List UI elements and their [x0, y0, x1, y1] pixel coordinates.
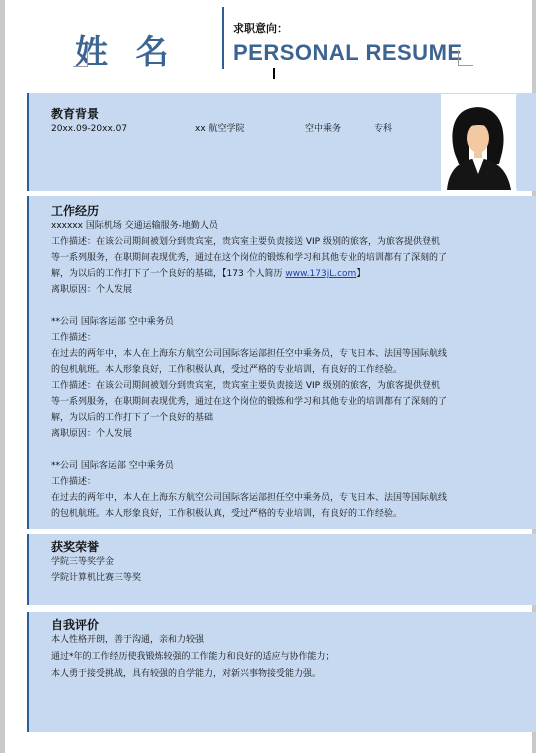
work-line: 离职原因：个人发展 — [51, 285, 133, 295]
work-line: 在过去的两年中，本人在上海东方航空公司国际客运部担任空中乘务员，专飞日本、法国等国际航线 — [51, 493, 448, 503]
link-suffix: 】 — [356, 269, 366, 279]
resume-title: PERSONAL RESUME — [233, 40, 463, 65]
self-evaluation-heading: 自我评价 — [51, 618, 100, 632]
work-line: 工作描述：在该公司期间被划分到贵宾室，贵宾室主要负责接送 VIP 级别的旅客，为旅客提供登机 — [51, 381, 440, 391]
avatar-icon — [441, 94, 517, 190]
education-heading: 教育背景 — [51, 107, 100, 121]
self-evaluation-line: 通过*年的工作经历使我锻炼较强的工作能力和良好的适应与协作能力； — [51, 652, 335, 662]
self-evaluation-arrow-shape — [516, 612, 530, 732]
work-line-with-link — [51, 266, 506, 282]
work-line: 工作描述： — [51, 333, 97, 343]
awards-section — [29, 534, 526, 605]
awards-heading: 获奖荣誉 — [51, 540, 100, 554]
awards-arrow-shape — [516, 534, 530, 605]
website-link[interactable]: www.173jL.com — [285, 269, 357, 279]
work-arrow-shape — [516, 196, 530, 529]
job-intent-label: 求职意向： — [233, 22, 288, 35]
award-item: 学院三等奖学金 — [51, 557, 115, 567]
text-cursor — [273, 68, 275, 79]
self-evaluation-section — [29, 612, 526, 732]
work-line: 解，为以后的工作打下了一个良好的基础 — [51, 413, 214, 423]
education-school: xx 航空学院 — [195, 124, 245, 134]
profile-photo — [441, 94, 517, 194]
work-line: 离职原因：个人发展 — [51, 429, 133, 439]
work-line: **公司 国际客运部 空中乘务员 — [51, 317, 174, 327]
name-title: 姓 名 — [75, 32, 177, 71]
header-divider — [222, 7, 224, 69]
self-evaluation-line: 本人性格开朗，善于沟通，亲和力较强 — [51, 635, 205, 645]
resume-page — [5, 0, 532, 753]
work-line-text: 解，为以后的工作打下了一个良好的基础，【173 个人简历 — [51, 269, 286, 279]
education-period: 20xx.09-20xx.07 — [51, 124, 128, 134]
work-line: xxxxxx 国际机场 交通运输服务-地勤人员 — [51, 221, 218, 231]
work-line: **公司 国际客运部 空中乘务员 — [51, 461, 174, 471]
crop-mark-top-left — [73, 44, 88, 67]
self-evaluation-line: 本人勇于接受挑战，具有较强的自学能力，对新兴事物接受能力强。 — [51, 669, 322, 679]
work-line: 等一系列服务，在职期间表现优秀，通过在这个岗位的锻炼和学习和其他专业的培训都有了深刻的了 — [51, 397, 448, 407]
work-line: 等一系列服务，在职期间表现优秀，通过在这个岗位的锻炼和学习和其他专业的培训都有了深刻的了 — [51, 253, 448, 263]
work-section — [29, 196, 526, 529]
education-section — [29, 93, 526, 191]
education-arrow-shape — [516, 93, 530, 191]
education-degree: 专科 — [374, 124, 393, 134]
award-item: 学院计算机比赛三等奖 — [51, 573, 142, 583]
work-heading: 工作经历 — [51, 204, 100, 218]
work-line: 工作描述： — [51, 477, 97, 487]
education-major: 空中乘务 — [305, 124, 342, 134]
crop-mark-top-right — [458, 50, 473, 66]
work-line: 的包机航班。本人形象良好，工作积极认真，受过严格的专业培训，有良好的工作经验。 — [51, 365, 403, 375]
work-line: 的包机航班。本人形象良好，工作积极认真，受过严格的专业培训，有良好的工作经验。 — [51, 509, 403, 519]
work-line: 工作描述：在该公司期间被划分到贵宾室，贵宾室主要负责接送 VIP 级别的旅客，为旅客提供登机 — [51, 237, 440, 247]
work-line: 在过去的两年中，本人在上海东方航空公司国际客运部担任空中乘务员，专飞日本、法国等国际航线 — [51, 349, 448, 359]
